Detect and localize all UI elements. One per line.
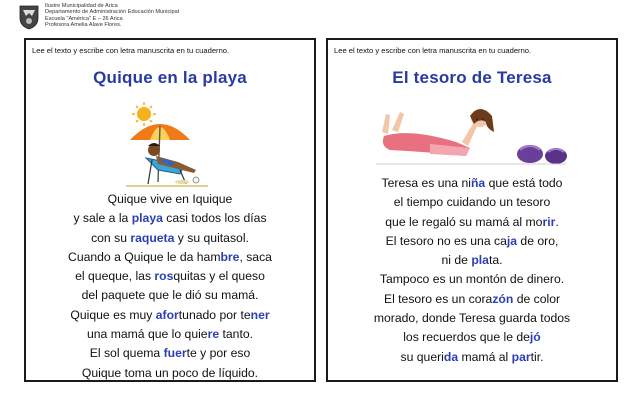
story-line <box>26 286 314 305</box>
highlighted-syllable: raqueta <box>130 230 175 245</box>
highlighted-syllable: da <box>443 349 459 364</box>
text-segment: tir. <box>530 349 544 364</box>
story-line <box>328 348 616 367</box>
story-line <box>328 193 616 212</box>
text-segment: casi todos los días <box>162 211 267 226</box>
story-line <box>328 251 616 270</box>
text-segment: Tampoco es un montón de dinero. <box>379 272 565 287</box>
text-segment: tunado por te <box>178 307 251 322</box>
boy-on-beach-chair-illustration <box>122 100 212 190</box>
text-segment: Teresa es una ni <box>381 176 471 190</box>
institution-line: Departamento de Administración Educación Municipal <box>45 9 180 16</box>
instruction-text: Lee el texto y escribe con letra manuscrita en tu cuaderno. <box>32 46 230 55</box>
text-segment: de oro, <box>517 233 559 248</box>
story-line <box>328 309 616 328</box>
story-line <box>26 209 314 228</box>
text-segment: , saca <box>239 249 272 264</box>
girl-lying-with-purple-treasures-illustration <box>370 102 570 174</box>
story-title: El tesoro de Teresa <box>392 68 552 87</box>
story-line <box>328 328 616 347</box>
highlighted-syllable: bre <box>220 249 240 264</box>
text-segment: y sale a la <box>73 211 132 226</box>
text-segment: mamá al <box>458 349 512 364</box>
text-segment: El tesoro es un cora <box>383 291 493 306</box>
story-text <box>328 174 616 367</box>
highlighted-syllable: playa <box>131 211 163 226</box>
text-segment: con su <box>91 230 131 245</box>
text-segment: que está todo <box>485 176 563 190</box>
text-segment: de color <box>513 291 561 306</box>
text-segment: el queque, las <box>75 269 155 284</box>
text-segment: Quique vive en Iquique <box>107 192 233 206</box>
highlighted-syllable: zón <box>492 291 514 306</box>
highlighted-syllable: ja <box>506 233 518 248</box>
institution-line: Ilustre Municipalidad de Arica <box>45 3 118 9</box>
text-segment: tanto. <box>219 327 254 342</box>
text-segment: ta. <box>488 253 503 268</box>
reading-card-quique <box>24 38 316 382</box>
story-line <box>328 290 616 309</box>
highlighted-syllable: jó <box>529 330 541 345</box>
story-line <box>328 174 616 193</box>
text-segment: te y por eso <box>186 346 251 361</box>
story-line <box>26 344 314 363</box>
institution-line: Profesora Amelia Alave Flores. <box>45 21 122 28</box>
text-segment: ni de <box>441 253 472 268</box>
institution-text <box>45 3 179 28</box>
text-segment: Cuando a Quique le da ham <box>68 249 221 264</box>
highlighted-syllable: pla <box>471 253 489 268</box>
story-line <box>26 248 314 267</box>
text-segment: que le regaló su mamá al mo <box>385 214 543 229</box>
story-line <box>328 232 616 251</box>
story-line <box>26 364 314 383</box>
text-segment: su queri <box>400 349 444 364</box>
text-segment: del paquete que le dió su mamá. <box>81 288 259 303</box>
text-segment: y su quitasol. <box>174 230 249 245</box>
text-segment: . <box>555 214 559 229</box>
highlighted-syllable: ña <box>470 176 486 190</box>
text-segment: quitas y el queso <box>173 269 265 284</box>
highlighted-syllable: ner <box>250 307 270 322</box>
text-segment: una mamá que lo quie <box>86 327 208 342</box>
highlighted-syllable: rir <box>542 214 556 229</box>
municipal-crest-icon <box>18 4 40 30</box>
reading-card-teresa <box>326 38 618 382</box>
instruction-text: Lee el texto y escribe con letra manuscrita en tu cuaderno. <box>334 46 532 55</box>
text-segment: morado, donde Teresa guarda todos <box>373 311 571 326</box>
text-segment: El sol quema <box>89 346 164 361</box>
story-line <box>26 306 314 325</box>
story-text <box>26 190 314 383</box>
highlighted-syllable: afor <box>155 307 179 322</box>
sun-icon <box>132 102 156 126</box>
text-segment: Quique es muy <box>70 307 156 322</box>
highlighted-syllable: re <box>207 327 220 342</box>
highlighted-syllable: par <box>511 349 531 364</box>
highlighted-syllable: ros <box>154 269 174 284</box>
story-line <box>26 325 314 344</box>
text-segment: los recuerdos que le de <box>403 330 530 345</box>
text-segment: El tesoro no es una ca <box>385 233 507 248</box>
highlighted-syllable: fuer <box>163 346 187 361</box>
story-line <box>26 267 314 286</box>
story-line <box>26 190 314 209</box>
school-header <box>18 2 318 36</box>
text-segment: el tiempo cuidando un tesoro <box>393 195 551 210</box>
story-title: Quique en la playa <box>93 68 247 87</box>
institution-line: Escuela "América" E – 26 Arica <box>45 15 123 22</box>
story-line <box>328 213 616 232</box>
story-line <box>328 270 616 289</box>
story-line <box>26 229 314 248</box>
text-segment: Quique toma un poco de líquido. <box>81 365 259 380</box>
